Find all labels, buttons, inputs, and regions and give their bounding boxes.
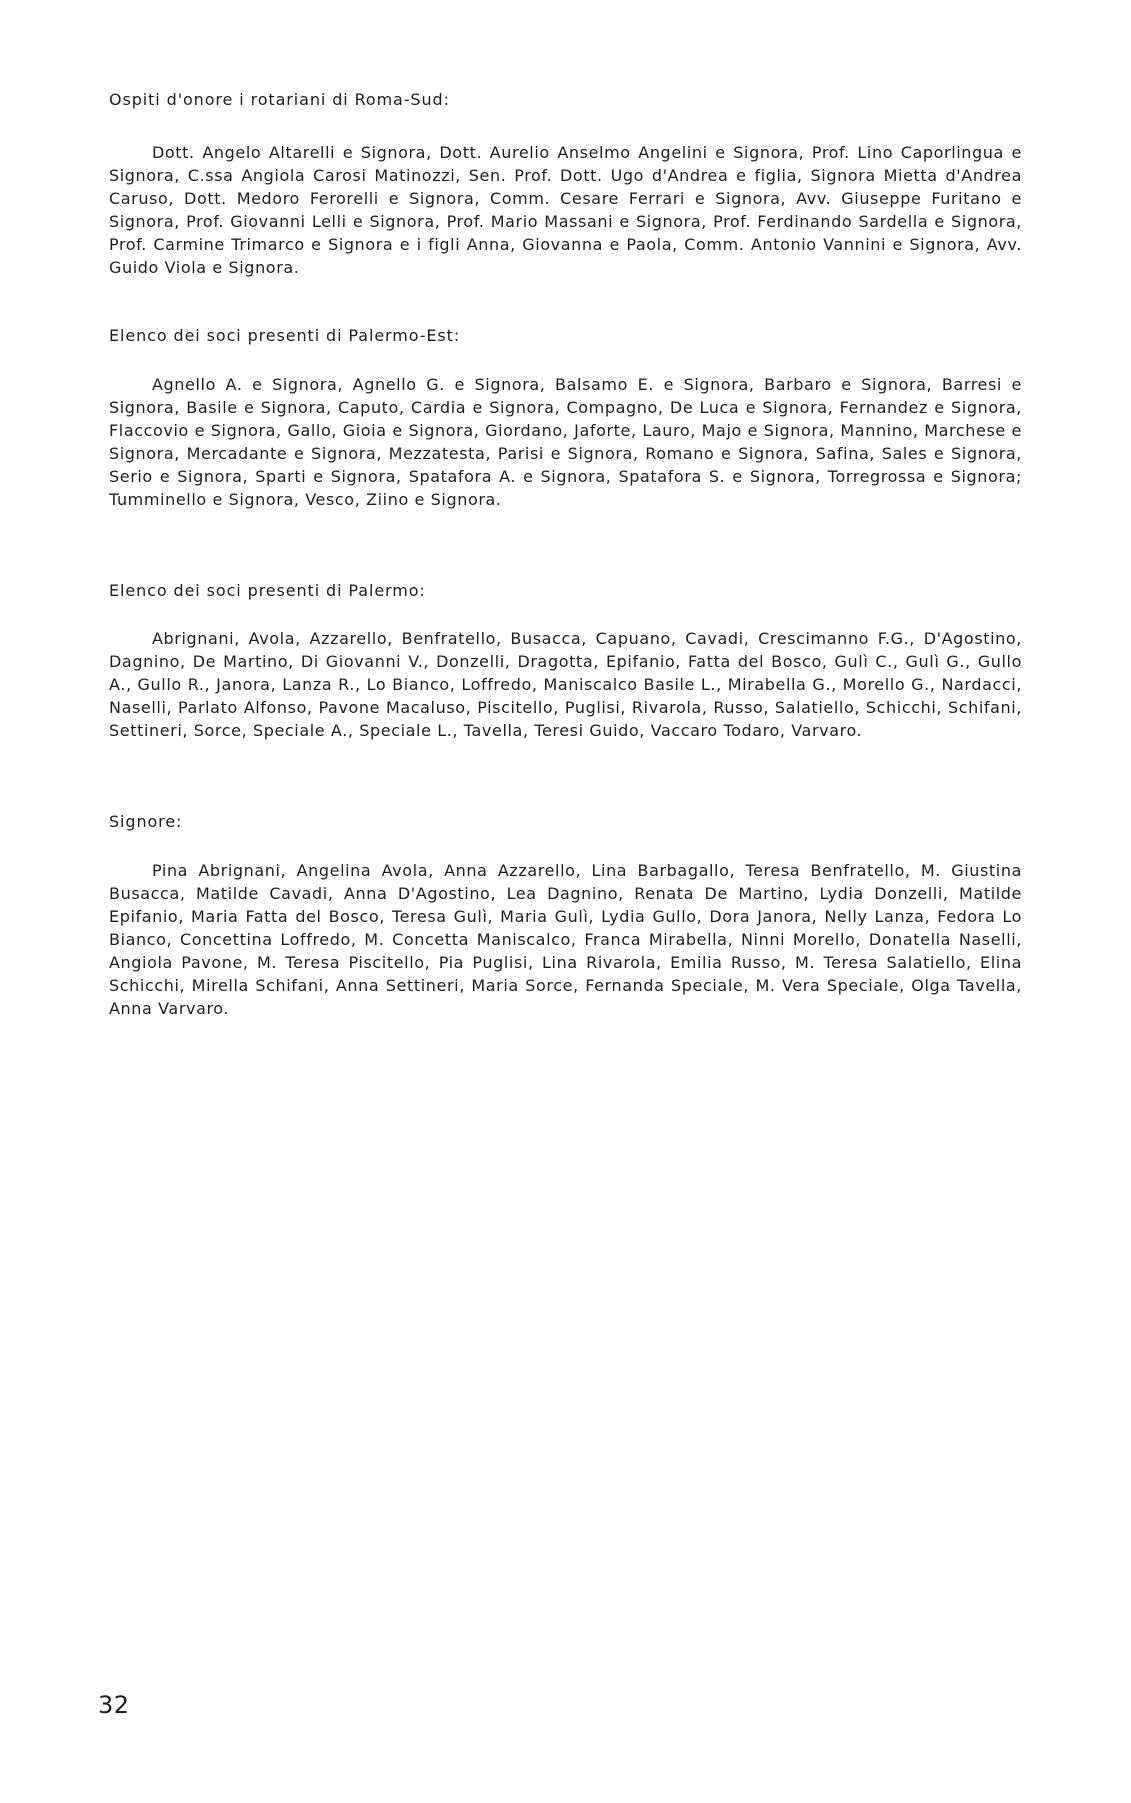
section-heading-guests-roma-sud: Ospiti d'onore i rotariani di Roma-Sud: — [109, 90, 450, 109]
section-text-members-palermo-est: Agnello A. e Signora, Agnello G. e Signora, Balsamo E. e Signora, Barbaro e Signora, Barresi e Signora, Basile e Signora, Caputo, Cardia e Signora, Compagno, De Luca e Signora, Fernandez e Signora, Flaccovio e Signora, Gallo, Gioia e Signora, Giordano, Jaforte, Lauro, Majo e Signora, Mannino, Marchese e Signora, Mercadante e Signora, Mezzatesta, Parisi e Signora, Romano e Signora, Safina, Sales e Signora, Serio e Signora, Sparti e Signora, Spatafora A. e Signora, Spatafora S. e Signora, Torregrossa e Signora; Tumminello e Signora, Vesco, Ziino e Signora. — [109, 375, 1022, 509]
section-text-members-palermo: Abrignani, Avola, Azzarello, Benfratello, Busacca, Capuano, Cavadi, Crescimanno F.G., D'Agostino, Dagnino, De Martino, Di Giovanni V., Donzelli, Dragotta, Epifanio, Fatta del Bosco, Gulì C., Gulì G., Gullo A., Gullo R., Janora, Lanza R., Lo Bianco, Loffredo, Maniscalco Basile L., Mirabella G., Morello G., Nardacci, Naselli, Parlato Alfonso, Pavone Macaluso, Piscitello, Puglisi, Rivarola, Russo, Salatiello, Schicchi, Schifani, Settineri, Sorce, Speciale A., Speciale L., Tavella, Teresi Guido, Vaccaro Todaro, Varvaro. — [109, 629, 1022, 740]
section-heading-members-palermo-est: Elenco dei soci presenti di Palermo-Est: — [109, 326, 461, 345]
page-number: 32 — [98, 1691, 130, 1719]
section-text-guests-roma-sud: Dott. Angelo Altarelli e Signora, Dott. Aurelio Anselmo Angelini e Signora, Prof. Lino Caporlingua e Signora, C.ssa Angiola Carosi Matinozzi, Sen. Prof. Dott. Ugo d'Andrea e figlia, Signora Mietta d'Andrea Caruso, Dott. Medoro Ferorelli e Signora, Comm. Cesare Ferrari e Signora, Avv. Giuseppe Furitano e Signora, Prof. Giovanni Lelli e Signora, Prof. Mario Massani e Signora, Prof. Ferdinando Sardella e Signora, Prof. Carmine Trimarco e Signora e i figli Anna, Giovanna e Paola, Comm. Antonio Vannini e Signora, Avv. Guido Viola e Signora. — [109, 143, 1022, 277]
section-heading-ladies: Signore: — [109, 812, 183, 831]
section-heading-members-palermo: Elenco dei soci presenti di Palermo: — [109, 581, 426, 600]
section-text-ladies: Pina Abrignani, Angelina Avola, Anna Azzarello, Lina Barbagallo, Teresa Benfratello, M. Giustina Busacca, Matilde Cavadi, Anna D'Agostino, Lea Dagnino, Renata De Martino, Lydia Donzelli, Matilde Epifanio, Maria Fatta del Bosco, Teresa Gulì, Maria Gulì, Lydia Gullo, Dora Janora, Nelly Lanza, Fedora Lo Bianco, Concettina Loffredo, M. Concetta Maniscalco, Franca Mirabella, Ninni Morello, Donatella Naselli, Angiola Pavone, M. Teresa Piscitello, Pia Puglisi, Lina Rivarola, Emilia Russo, M. Teresa Salatiello, Elina Schicchi, Mirella Schifani, Anna Settineri, Maria Sorce, Fernanda Speciale, M. Vera Speciale, Olga Tavella, Anna Varvaro. — [109, 861, 1022, 1018]
